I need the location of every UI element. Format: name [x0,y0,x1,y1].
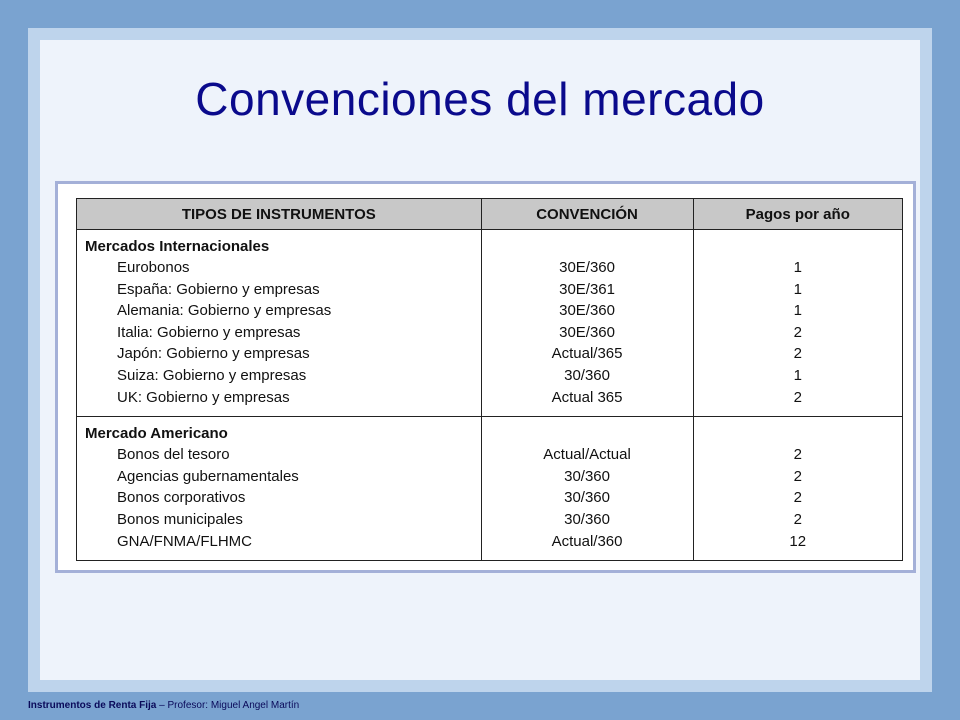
instrument-type: Italia: Gobierno y empresas [117,323,301,341]
payments-value: 2 [793,510,802,528]
group-international-conventions [481,230,693,417]
instrument-type: Agencias gubernamentales [117,467,299,485]
payments-value: 1 [793,259,802,276]
payments-value: 2 [793,489,802,507]
footer-separator: – [156,700,168,711]
group-american-market [77,417,903,561]
instrument-type: Japón: Gobierno y empresas [117,345,310,363]
payments-value: 2 [793,467,802,485]
group-american-payments [693,417,902,561]
slide-footer [28,700,299,711]
group-american-conventions [481,417,693,561]
convention-value: Actual/365 [551,345,623,363]
payments-value: 12 [789,532,807,550]
instrument-type: Bonos corporativos [117,489,246,507]
payments-value: 1 [793,302,802,320]
convention-value: 30/360 [564,510,610,528]
instrument-type: Bonos del tesoro [117,446,230,464]
instrument-type: Bonos municipales [117,510,243,528]
footer-professor: Profesor: Miguel Angel Martín [167,700,300,711]
header-convention: CONVENCIÓN [481,199,693,230]
instrument-type: UK: Gobierno y empresas [117,388,290,406]
group-international-markets [77,230,903,417]
instrument-type: Alemania: Gobierno y empresas [117,302,332,320]
convention-value: Actual/Actual [543,446,631,464]
instrument-type: España: Gobierno y empresas [117,280,320,298]
table-header-row [77,199,903,230]
convention-value: 30/360 [564,489,610,507]
payments-value: 2 [793,388,802,406]
convention-value: 30E/360 [559,259,615,276]
payments-value: 2 [793,345,802,363]
payments-value: 2 [793,446,802,464]
instrument-type: Eurobonos [117,259,190,276]
instrument-type: GNA/FNMA/FLHMC [117,532,252,550]
header-instrument-types: TIPOS DE INSTRUMENTOS [77,199,482,230]
convention-value: Actual 365 [551,388,623,406]
payments-value: 1 [793,280,802,298]
header-payments-per-year: Pagos por año [693,199,902,230]
footer-course: Instrumentos de Renta Fija [28,700,157,711]
convention-value: 30/360 [564,366,610,384]
group-american-types [77,417,482,561]
group-international-types [77,230,482,417]
group-title: Mercado Americano [85,425,228,443]
table-frame [55,181,916,573]
convention-value: Actual/360 [551,532,623,550]
payments-value: 1 [793,366,802,384]
conventions-table [76,198,903,561]
convention-value: 30E/361 [559,280,615,298]
slide-title: Convenciones del mercado [195,73,765,125]
instrument-type: Suiza: Gobierno y empresas [117,366,307,384]
convention-value: 30/360 [564,467,610,485]
convention-value: 30E/360 [559,323,615,341]
payments-value: 2 [793,323,802,341]
group-international-payments [693,230,902,417]
group-title: Mercados Internacionales [85,238,270,255]
convention-value: 30E/360 [559,302,615,320]
